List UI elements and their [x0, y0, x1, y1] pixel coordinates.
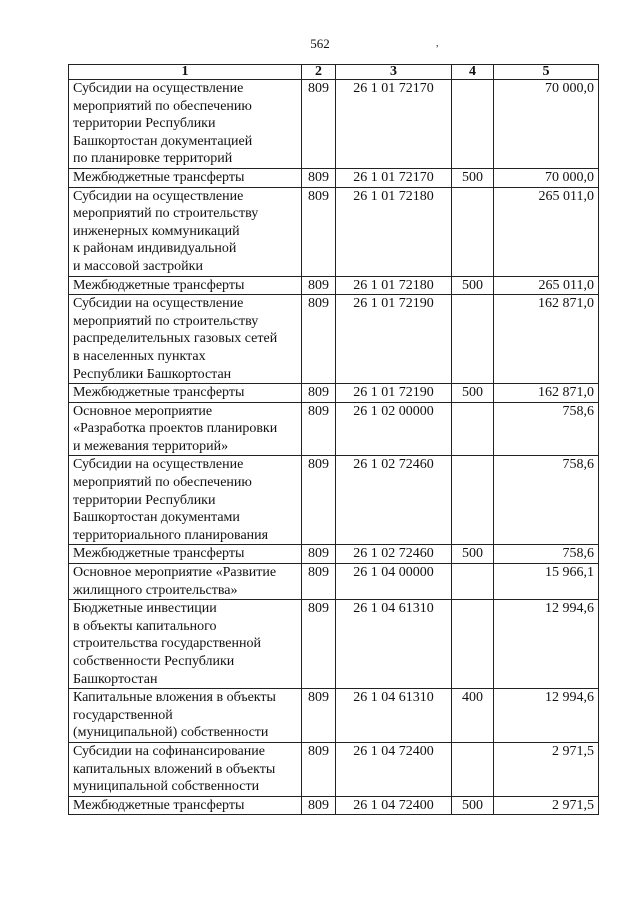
table-row	[69, 295, 599, 384]
table-row	[69, 402, 599, 456]
row-amount: 12 994,6	[494, 689, 599, 743]
table-row	[69, 187, 599, 276]
row-expense-type	[452, 600, 494, 689]
row-amount: 2 971,5	[494, 742, 599, 796]
row-ministry-code: 809	[302, 384, 336, 403]
row-ministry-code: 809	[302, 545, 336, 564]
table-row	[69, 168, 599, 187]
table-body	[69, 80, 599, 815]
row-name: Межбюджетные трансферты	[69, 168, 302, 187]
row-target-article: 26 1 01 72170	[336, 80, 452, 169]
row-expense-type	[452, 564, 494, 600]
header-col-2: 2	[302, 65, 336, 80]
row-amount: 758,6	[494, 456, 599, 545]
row-target-article: 26 1 04 61310	[336, 600, 452, 689]
row-ministry-code: 809	[302, 295, 336, 384]
row-name: Межбюджетные трансферты	[69, 276, 302, 295]
row-name: Основное мероприятие «Развитие жилищного строительства»	[69, 564, 302, 600]
row-amount: 12 994,6	[494, 600, 599, 689]
header-row	[69, 65, 599, 80]
row-ministry-code: 809	[302, 600, 336, 689]
row-amount: 2 971,5	[494, 796, 599, 815]
row-expense-type	[452, 742, 494, 796]
table-row	[69, 545, 599, 564]
row-amount: 758,6	[494, 545, 599, 564]
row-target-article: 26 1 01 72180	[336, 276, 452, 295]
row-ministry-code: 809	[302, 689, 336, 743]
row-target-article: 26 1 04 72400	[336, 742, 452, 796]
table-row	[69, 600, 599, 689]
row-expense-type	[452, 80, 494, 169]
row-ministry-code: 809	[302, 80, 336, 169]
table-row	[69, 564, 599, 600]
row-amount: 265 011,0	[494, 276, 599, 295]
row-target-article: 26 1 02 00000	[336, 402, 452, 456]
row-expense-type: 500	[452, 545, 494, 564]
header-col-3: 3	[336, 65, 452, 80]
row-expense-type	[452, 295, 494, 384]
row-target-article: 26 1 02 72460	[336, 545, 452, 564]
row-amount: 162 871,0	[494, 384, 599, 403]
table-row	[69, 689, 599, 743]
table-row	[69, 456, 599, 545]
budget-table	[68, 64, 599, 815]
row-target-article: 26 1 01 72190	[336, 295, 452, 384]
row-name: Субсидии на осуществление мероприятий по обеспечению территории Республики Башкортостан документацией по планировке территорий	[69, 80, 302, 169]
row-amount: 70 000,0	[494, 168, 599, 187]
row-name: Межбюджетные трансферты	[69, 796, 302, 815]
row-name: Бюджетные инвестиции в объекты капитального строительства государственной собственности Республики Башкортостан	[69, 600, 302, 689]
row-name: Межбюджетные трансферты	[69, 384, 302, 403]
table-row	[69, 742, 599, 796]
row-ministry-code: 809	[302, 187, 336, 276]
row-ministry-code: 809	[302, 564, 336, 600]
row-name: Субсидии на осуществление мероприятий по строительству распределительных газовых сетей в населенных пунктах Республики Башкортостан	[69, 295, 302, 384]
row-name: Капитальные вложения в объекты государственной (муниципальной) собственности	[69, 689, 302, 743]
row-amount: 15 966,1	[494, 564, 599, 600]
row-amount: 265 011,0	[494, 187, 599, 276]
row-target-article: 26 1 02 72460	[336, 456, 452, 545]
header-col-5: 5	[494, 65, 599, 80]
page-number: 562	[310, 36, 330, 51]
row-expense-type: 400	[452, 689, 494, 743]
row-expense-type: 500	[452, 276, 494, 295]
row-ministry-code: 809	[302, 742, 336, 796]
row-name: Субсидии на софинансирование капитальных вложений в объекты муниципальной собственности	[69, 742, 302, 796]
row-ministry-code: 809	[302, 402, 336, 456]
row-amount: 70 000,0	[494, 80, 599, 169]
row-name: Межбюджетные трансферты	[69, 545, 302, 564]
row-target-article: 26 1 01 72180	[336, 187, 452, 276]
row-target-article: 26 1 04 00000	[336, 564, 452, 600]
row-ministry-code: 809	[302, 168, 336, 187]
row-expense-type	[452, 187, 494, 276]
row-expense-type	[452, 402, 494, 456]
row-amount: 758,6	[494, 402, 599, 456]
row-name: Субсидии на осуществление мероприятий по строительству инженерных коммуникаций к районам индивидуальной и массовой застройки	[69, 187, 302, 276]
table-row	[69, 276, 599, 295]
row-target-article: 26 1 01 72170	[336, 168, 452, 187]
row-target-article: 26 1 04 72400	[336, 796, 452, 815]
row-ministry-code: 809	[302, 456, 336, 545]
row-name: Субсидии на осуществление мероприятий по обеспечению территории Республики Башкортостан документами территориального планирования	[69, 456, 302, 545]
row-expense-type	[452, 456, 494, 545]
header-col-1: 1	[69, 65, 302, 80]
row-expense-type: 500	[452, 796, 494, 815]
table-row	[69, 80, 599, 169]
row-target-article: 26 1 01 72190	[336, 384, 452, 403]
row-expense-type: 500	[452, 384, 494, 403]
table-row	[69, 796, 599, 815]
stray-mark: ,	[436, 38, 439, 49]
row-ministry-code: 809	[302, 276, 336, 295]
header-col-4: 4	[452, 65, 494, 80]
row-name: Основное мероприятие «Разработка проектов планировки и межевания территорий»	[69, 402, 302, 456]
row-target-article: 26 1 04 61310	[336, 689, 452, 743]
table-row	[69, 384, 599, 403]
row-amount: 162 871,0	[494, 295, 599, 384]
row-ministry-code: 809	[302, 796, 336, 815]
row-expense-type: 500	[452, 168, 494, 187]
